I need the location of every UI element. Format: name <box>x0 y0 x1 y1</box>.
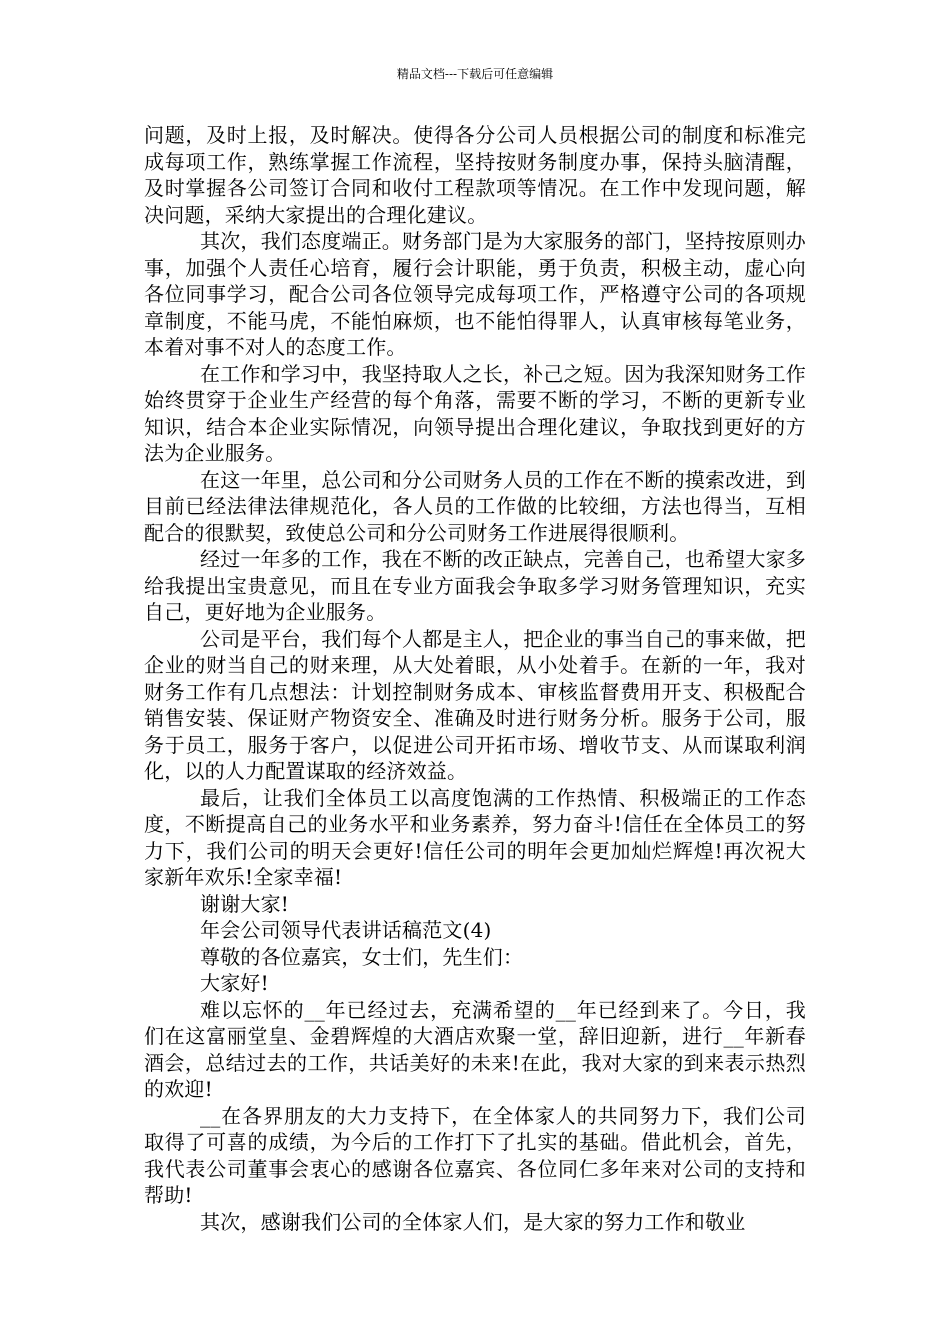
paragraph-new-year: 难以忘怀的__年已经过去，充满希望的__年已经到来了。今日，我们在这富丽堂皇、金碧辉煌的大酒店欢聚一堂，辞旧迎新，进行__年新春酒会，总结过去的工作，共话美好的未来!在此，我对大家的到来表示热烈的欢迎! <box>144 997 806 1101</box>
paragraph-closing: 最后，让我们全体员工以高度饱满的工作热情、积极端正的工作态度，不断提高自己的业务水平和业务素养，努力奋斗!信任在全体员工的努力下，我们公司的明天会更好!信任公司的明年会更加灿烂辉煌!再次祝大家新年欢乐!全家幸福! <box>144 785 806 889</box>
paragraph-attitude: 其次，我们态度端正。财务部门是为大家服务的部门，坚持按原则办事，加强个人责任心培育，履行会计职能，勇于负责，积极主动，虚心向各位同事学习，配合公司各位领导完成每项工作，严格遵守公司的各项规章制度，不能马虎，不能怕麻烦，也不能怕得罪人，认真审核每笔业务，本着对事不对人的态度工作。 <box>144 229 806 359</box>
page-header-note: 精品文档---下载后可任意编辑 <box>396 67 554 81</box>
paragraph-company-platform: 公司是平台，我们每个人都是主人，把企业的事当自己的事来做，把企业的财当自己的财来理，从大处着眼，从小处着手。在新的一年，我对财务工作有几点想法：计划控制财务成本、审核监督费用开支、积极配合销售安装、保证财产物资安全、准确及时进行财务分析。服务于公司，服务于员工，服务于客户，以促进公司开拓市场、增收节支、从而谋取利润化，以的人力配置谋取的经济效益。 <box>144 626 806 783</box>
paragraph-gratitude: 其次，感谢我们公司的全体家人们，是大家的努力工作和敬业 <box>200 1209 746 1234</box>
document-body <box>144 122 806 1235</box>
greeting: 大家好! <box>200 971 269 995</box>
paragraph-learning: 在工作和学习中，我坚持取人之长，补己之短。因为我深知财务工作始终贯穿于企业生产经营的每个角落，需要不断的学习，不断的更新专业知识，结合本企业实际情况，向领导提出合理化建议，争取找到更好的方法为企业服务。 <box>144 361 806 465</box>
paragraph-year-progress: 在这一年里，总公司和分公司财务人员的工作在不断的摸索改进，到目前已经法律法律规范化，各人员的工作做的比较细，方法也得当，互相配合的很默契，致使总公司和分公司财务工作进展得很顺利。 <box>144 467 806 545</box>
paragraph-thanks: 谢谢大家! <box>200 891 290 916</box>
paragraph-achievements: __在各界朋友的大力支持下，在全体家人的共同努力下，我们公司取得了可喜的成绩，为今后的工作打下了扎实的基础。借此机会，首先，我代表公司董事会衷心的感谢各位嘉宾、各位同仁多年来对公司的支持和帮助! <box>144 1103 806 1207</box>
paragraph-continuation: 问题，及时上报，及时解决。使得各分公司人员根据公司的制度和标准完成每项工作，熟练掌握工作流程，坚持按财务制度办事，保持头脑清醒，及时掌握各公司签订合同和收付工程款项等情况。在工作中发现问题，解决问题，采纳大家提出的合理化建议。 <box>144 123 806 227</box>
salutation: 尊敬的各位嘉宾，女士们，先生们： <box>200 944 524 969</box>
paragraph-self-improvement: 经过一年多的工作，我在不断的改正缺点，完善自己，也希望大家多给我提出宝贵意见，而且在专业方面我会争取多学习财务管理知识，充实自己，更好地为企业服务。 <box>144 547 806 624</box>
section-title: 年会公司领导代表讲话稿范文(4) <box>200 918 492 942</box>
